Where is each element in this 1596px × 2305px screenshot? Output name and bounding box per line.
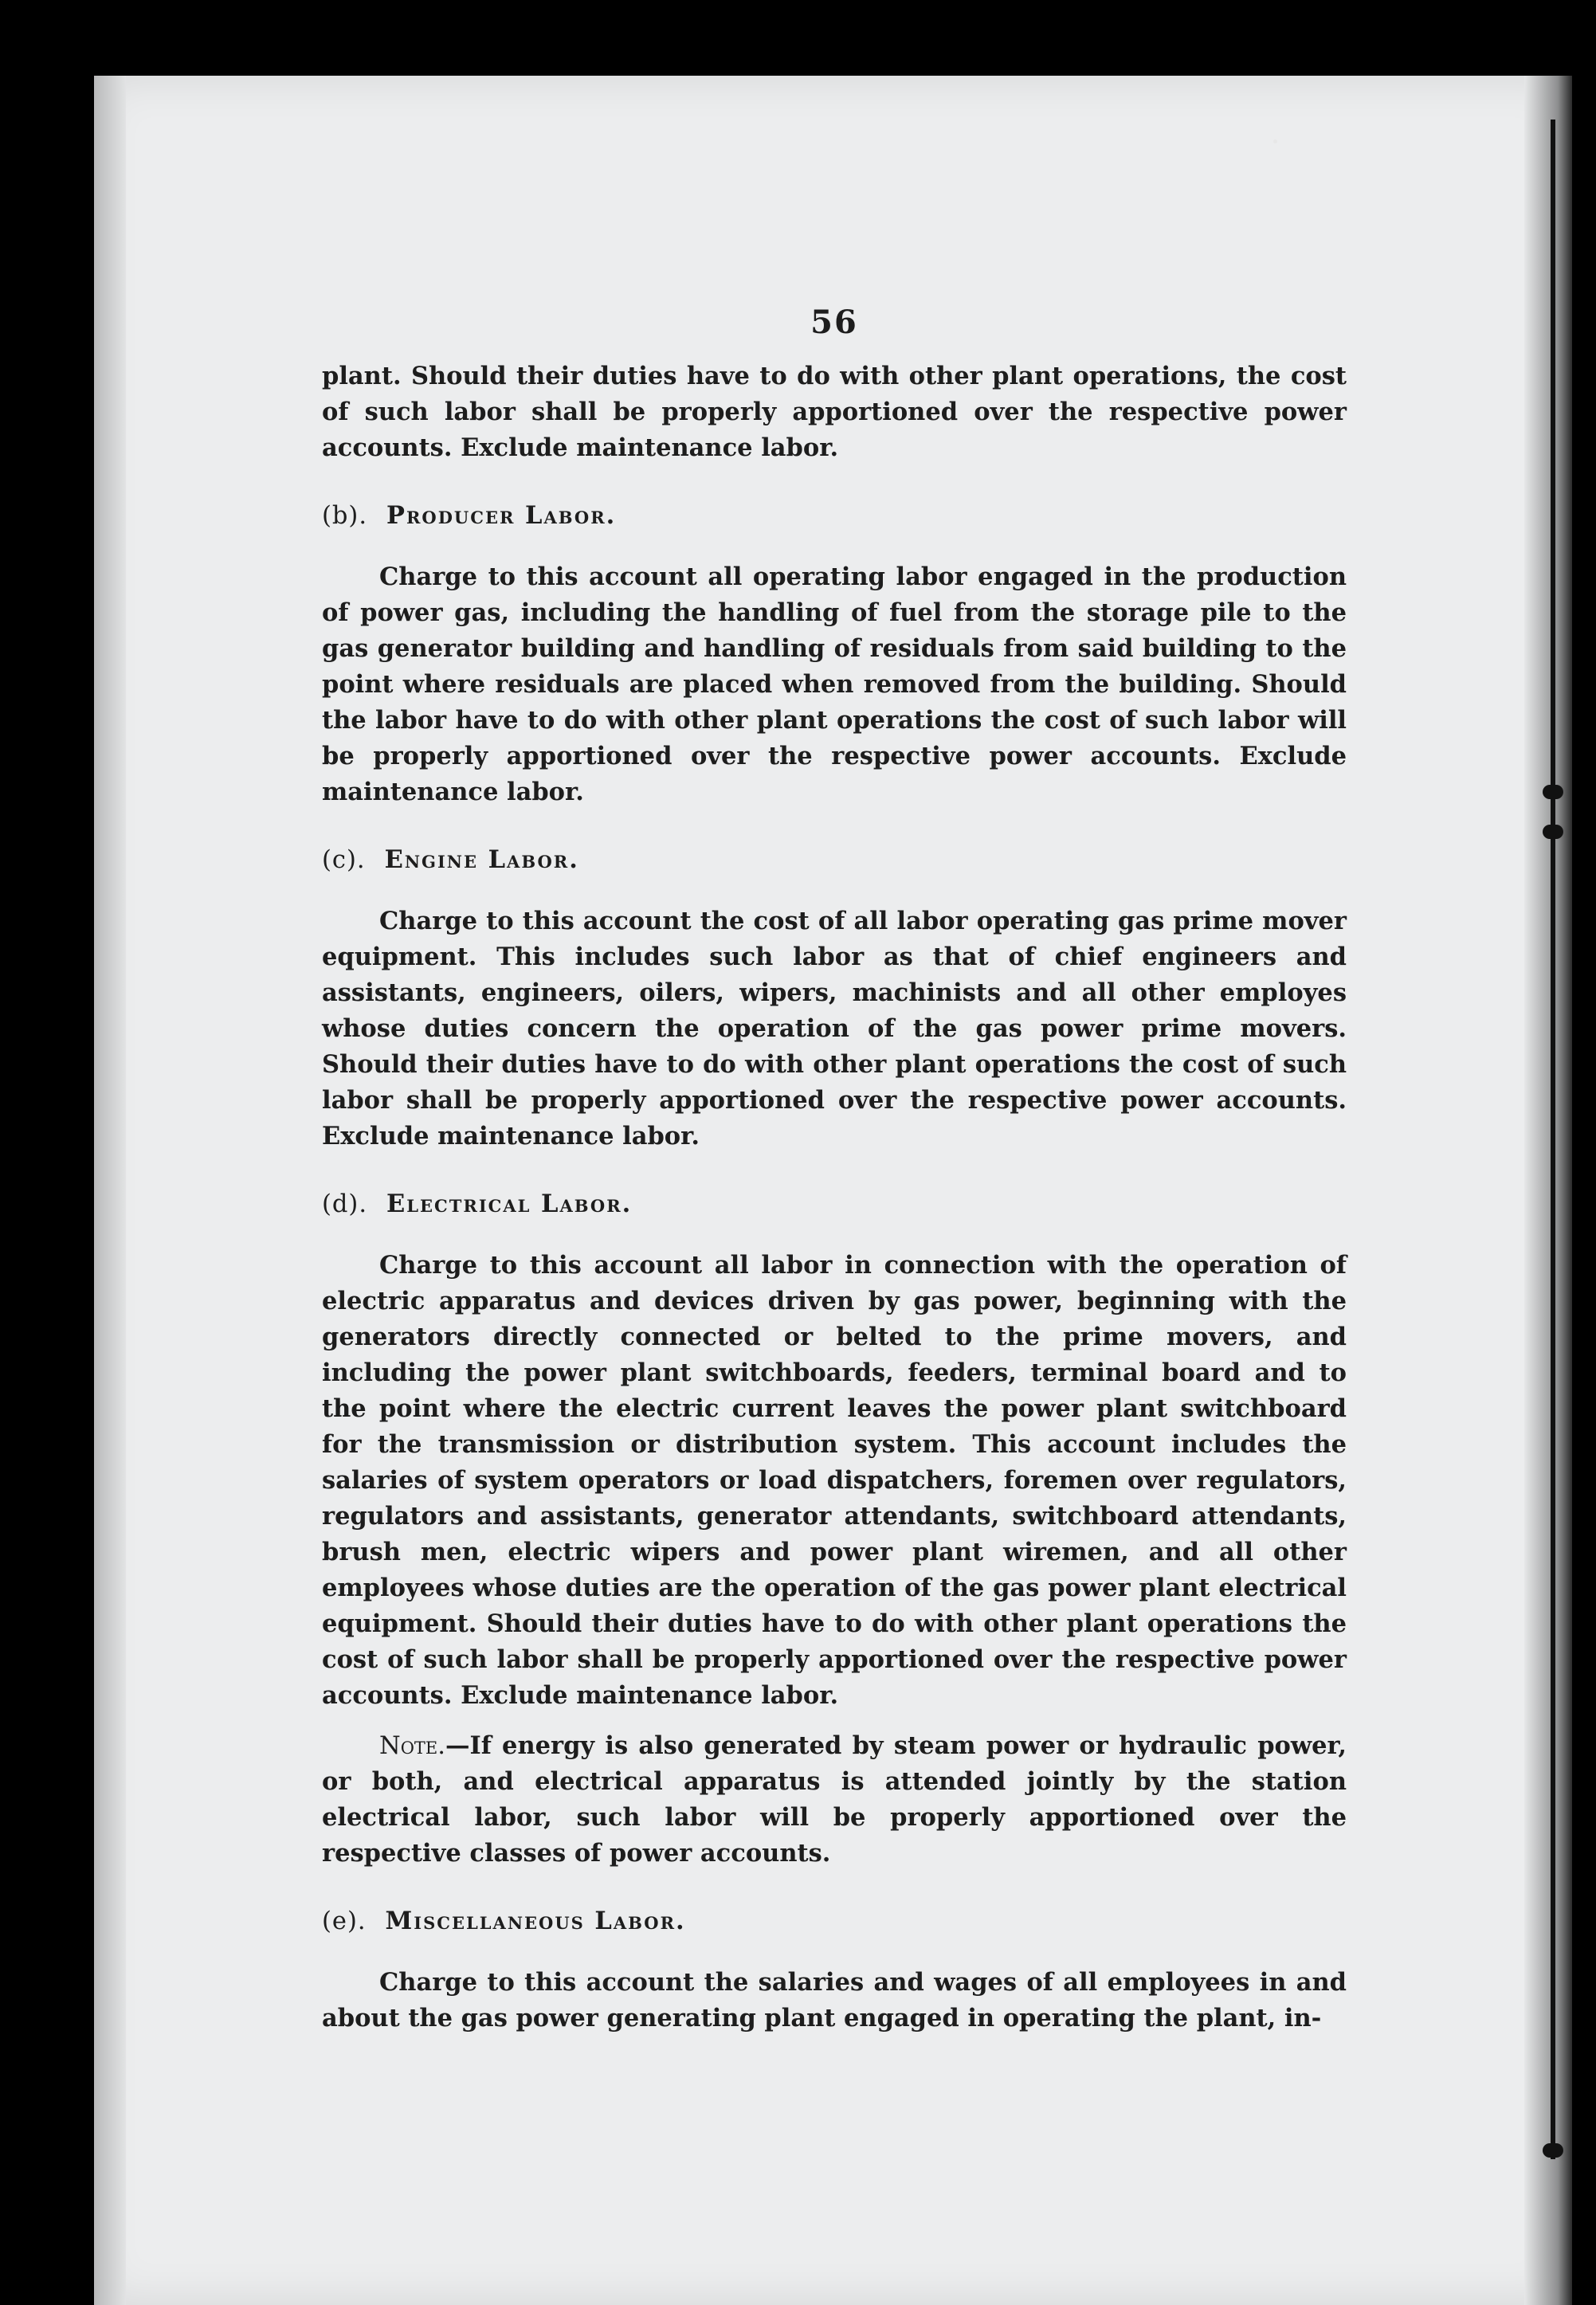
section-heading-b xyxy=(322,498,1347,534)
section-letter: (c). xyxy=(322,846,366,874)
section-heading-e xyxy=(322,1903,1347,1939)
section-letter: (e). xyxy=(322,1907,367,1935)
section-title: Miscellaneous Labor. xyxy=(385,1907,686,1935)
note-paragraph xyxy=(322,1728,1347,1872)
section-title: Producer Labor. xyxy=(386,501,617,530)
section-heading-c xyxy=(322,842,1347,878)
section-body-b: Charge to this account all operating labor engaged in the production of power gas, including the handling of fuel from the storage pile to the gas generator building and handling of residuals from said building to the point where residuals are placed when removed from the building. Should the labor have to do with other plant operations the cost of such labor will be properly apportioned over the respective power accounts. Exclude maintenance labor. xyxy=(322,563,1347,806)
section-title: Engine Labor. xyxy=(384,845,579,874)
section-title: Electrical Labor. xyxy=(386,1190,633,1218)
binding-cord xyxy=(1551,120,1555,2159)
paragraph-continued: plant. Should their duties have to do with other plant operations, the cost of such labor shall be properly apportioned over the respective power accounts. Exclude maintenance labor. xyxy=(322,362,1347,462)
note-body: —If energy is also generated by steam power or hydraulic power, or both, and electrical apparatus is attended jointly by the station electrical labor, such labor will be properly apportioned over the respective classes of power accounts. xyxy=(322,1731,1347,1868)
section-letter: (d). xyxy=(322,1190,368,1218)
section-letter: (b). xyxy=(322,502,368,530)
binding-knot xyxy=(1543,2143,1563,2158)
page-left-edge xyxy=(94,76,126,2305)
page-text xyxy=(322,303,1347,2036)
page-number: 56 xyxy=(810,304,858,341)
page-right-edge xyxy=(1524,76,1572,2305)
section-body-c: Charge to this account the cost of all labor operating gas prime mover equipment. This includes such labor as that of chief engineers and assistants, engineers, oilers, wipers, machinists and all other employes whose duties concern the operation of the gas power prime movers. Should their duties have to do with other plant operations the cost of such labor shall be properly apportioned over the respective power accounts. Exclude maintenance labor. xyxy=(322,907,1347,1151)
note-label: Note. xyxy=(379,1732,445,1760)
section-body-e: Charge to this account the salaries and wages of all employees in and about the gas power generating plant engaged in operating the plant, in- xyxy=(322,1968,1347,2033)
binding-knot xyxy=(1543,785,1563,799)
binding-knot xyxy=(1543,825,1563,839)
section-heading-d xyxy=(322,1186,1347,1222)
section-body-d: Charge to this account all labor in connection with the operation of electric apparatus and devices driven by gas power, beginning with the generators directly connected or belted to the prime movers, and including the power plant switchboards, feeders, terminal board and to the point where the electric current leaves the power plant switchboard for the transmission or distribution system. This account includes the salaries of system operators or load dispatchers, foremen over regulators, regulators and assistants, generator attendants, switchboard attendants, brush men, electric wipers and power plant wiremen, and all other employees whose duties are the operation of the gas power plant electrical equipment. Should their duties have to do with other plant operations the cost of such labor shall be properly apportioned over the respective power accounts. Exclude maintenance labor. xyxy=(322,1251,1347,1710)
paper-speck xyxy=(1273,139,1277,143)
